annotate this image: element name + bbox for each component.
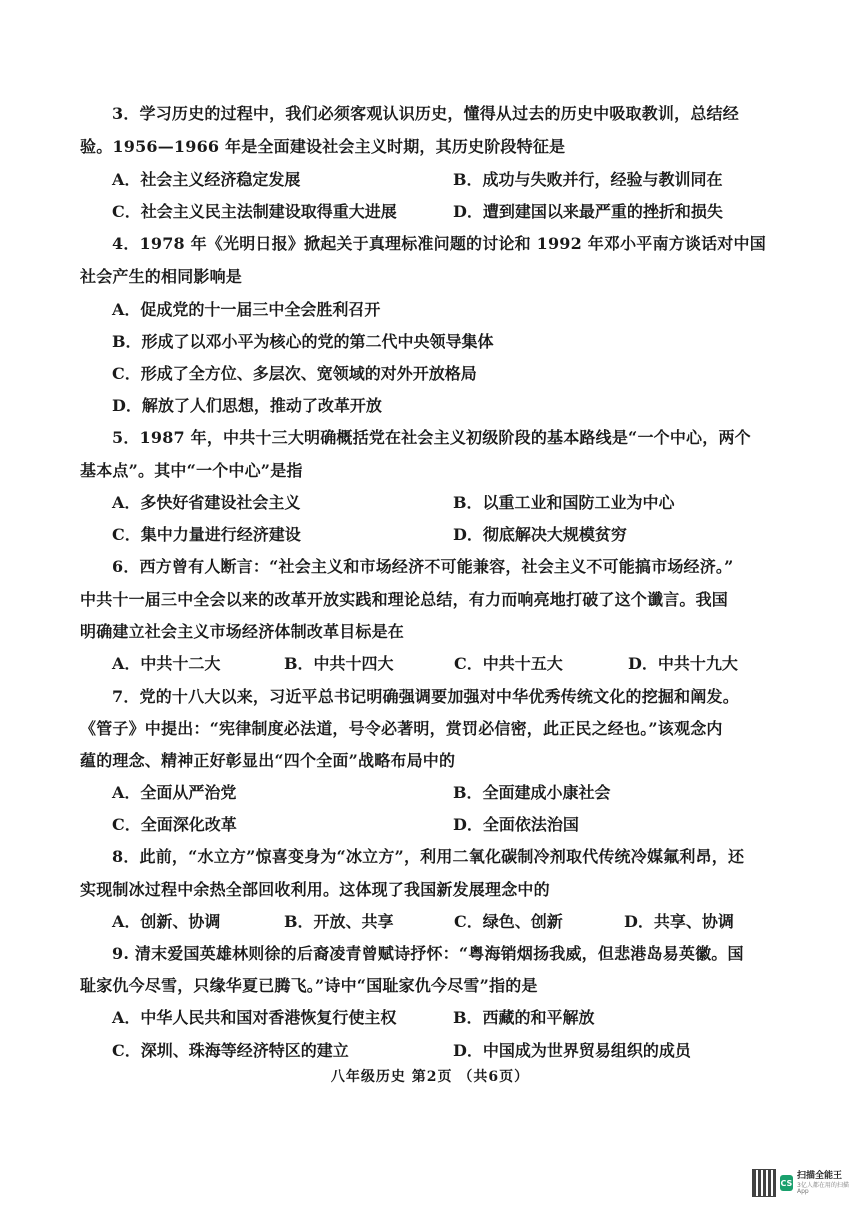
q6-stem-line-1: 6．西方曾有人断言：“社会主义和市场经济不可能兼容，社会主义不可能搞市场经济。”: [112, 557, 734, 576]
q5-stem-line-1: 5．1987 年，中共十三大明确概括党在社会主义初级阶段的基本路线是“一个中心，两个: [112, 428, 751, 447]
scanner-watermark: [752, 1168, 850, 1198]
q7-stem-line-2: 《管子》中提出：“宪律制度必法道，号令必著明，赏罚必信密，此正民之经也。”该观念内: [80, 719, 723, 738]
q9-option-d: D．中国成为世界贸易组织的成员: [453, 1041, 691, 1060]
q3-option-b: B．成功与失败并行，经验与教训同在: [453, 170, 723, 189]
q8-option-c: C．绿色、创新: [454, 912, 563, 931]
q4-option-d: D．解放了人们思想，推动了改革开放: [112, 396, 382, 415]
q4-option-b: B．形成了以邓小平为核心的党的第二代中央领导集体: [112, 332, 494, 351]
q6-option-b: B．中共十四大: [284, 654, 394, 673]
q3-option-d: D．遭到建国以来最严重的挫折和损失: [453, 202, 723, 221]
q5-option-c: C．集中力量进行经济建设: [112, 525, 301, 544]
q3-stem-line-2: 验。1956—1966 年是全面建设社会主义时期，其历史阶段特征是: [80, 137, 566, 156]
q9-option-a: A．中华人民共和国对香港恢复行使主权: [112, 1008, 397, 1027]
q6-stem-line-3: 明确建立社会主义市场经济体制改革目标是在: [80, 622, 405, 641]
q3-option-a: A．社会主义经济稳定发展: [112, 170, 301, 189]
q6-option-c: C．中共十五大: [454, 654, 563, 673]
q5-option-d: D．彻底解决大规模贫穷: [453, 525, 627, 544]
q8-stem-line-2: 实现制冰过程中余热全部回收利用。这体现了我国新发展理念中的: [80, 880, 550, 899]
watermark-subtitle: 3亿人都在用的扫描App: [797, 1181, 849, 1195]
page-footer: 八年级历史 第2页 （共6页）: [330, 1069, 530, 1085]
q7-option-b: B．全面建成小康社会: [453, 783, 611, 802]
q4-option-c: C．形成了全方位、多层次、宽领域的对外开放格局: [112, 364, 477, 383]
q3-stem-line-1: 3．学习历史的过程中，我们必须客观认识历史，懂得从过去的历史中吸取教训，总结经: [112, 104, 739, 123]
q8-option-d: D．共享、协调: [624, 912, 734, 931]
q9-option-b: B．西藏的和平解放: [453, 1008, 595, 1027]
q4-stem-line-1: 4．1978 年《光明日报》掀起关于真理标准问题的讨论和 1992 年邓小平南方谈话对中国: [112, 234, 766, 253]
q7-stem-line-3: 蕴的理念、精神正好彰显出“四个全面”战略布局中的: [80, 751, 456, 770]
q9-stem-line-2: 耻家仇今尽雪，只缘华夏已腾飞。”诗中“国耻家仇今尽雪”指的是: [80, 976, 538, 995]
q3-option-c: C．社会主义民主法制建设取得重大进展: [112, 202, 397, 221]
qr-code-icon: [752, 1169, 776, 1197]
q7-option-d: D．全面依法治国: [453, 815, 579, 834]
q5-option-a: A．多快好省建设社会主义: [112, 493, 301, 512]
q9-option-c: C．深圳、珠海等经济特区的建立: [112, 1041, 349, 1060]
q8-option-a: A．创新、协调: [112, 912, 221, 931]
q7-stem-line-1: 7．党的十八大以来，习近平总书记明确强调要加强对中华优秀传统文化的挖掘和阐发。: [112, 687, 739, 706]
q8-stem-line-1: 8．此前，“水立方”惊喜变身为“冰立方”，利用二氧化碳制冷剂取代传统冷媒氟利昂，还: [112, 847, 745, 866]
q7-option-c: C．全面深化改革: [112, 815, 237, 834]
q6-option-d: D．中共十九大: [628, 654, 738, 673]
q4-stem-line-2: 社会产生的相同影响是: [80, 267, 243, 286]
q8-option-b: B．开放、共享: [284, 912, 394, 931]
camscanner-logo-icon: CS: [780, 1175, 793, 1191]
q7-option-a: A．全面从严治党: [112, 783, 237, 802]
q5-option-b: B．以重工业和国防工业为中心: [453, 493, 675, 512]
watermark-title: 扫描全能王: [797, 1170, 843, 1181]
watermark-text: [797, 1172, 850, 1195]
q4-option-a: A．促成党的十一届三中全会胜利召开: [112, 300, 381, 319]
q6-stem-line-2: 中共十一届三中全会以来的改革开放实践和理论总结，有力而响亮地打破了这个谶言。我国: [80, 590, 729, 609]
q9-stem-line-1: 9. 清末爱国英雄林则徐的后裔凌青曾赋诗抒怀：“粤海销烟扬我威，但悲港岛易英徽。国: [112, 944, 744, 963]
q5-stem-line-2: 基本点”。其中“一个中心”是指: [80, 461, 303, 480]
q6-option-a: A．中共十二大: [112, 654, 221, 673]
